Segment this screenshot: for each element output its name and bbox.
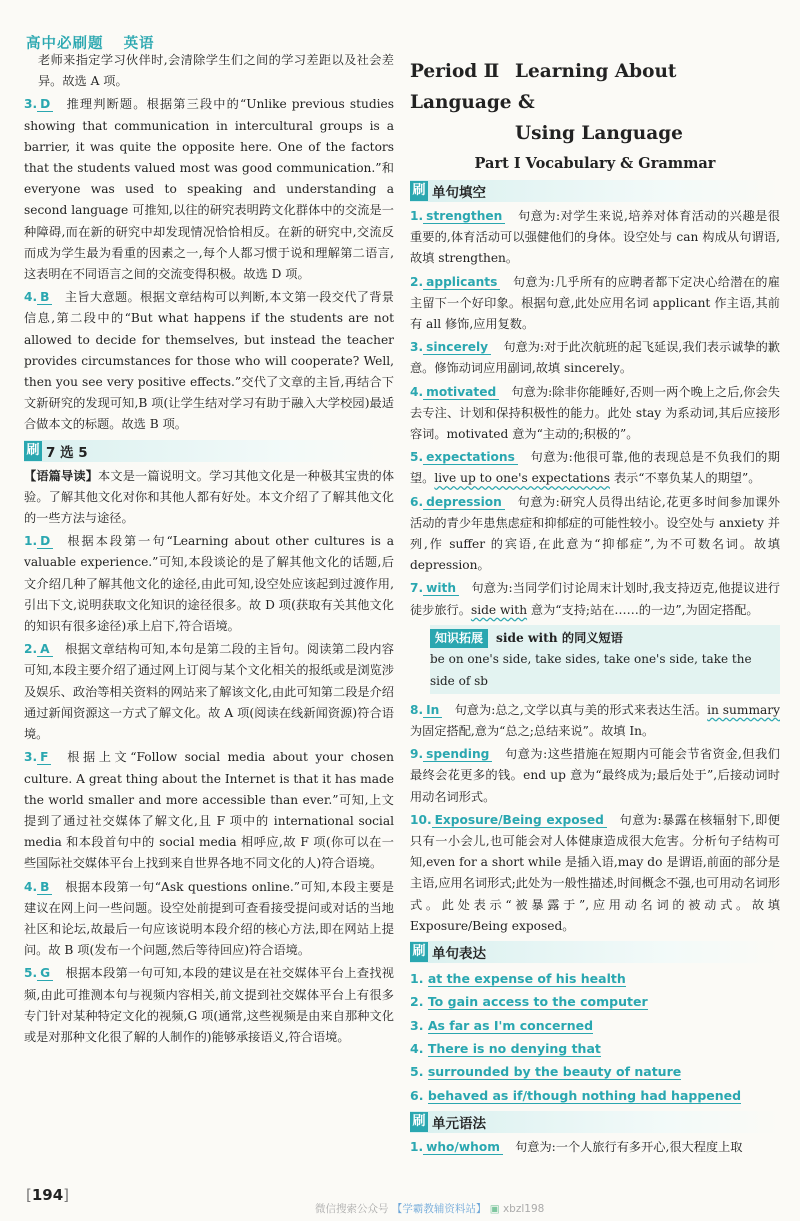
- answer-item: [410, 578, 780, 620]
- answer-key: Exposure/Being exposed: [432, 813, 607, 828]
- explanation-text: 句意为:他很可靠,他的表现总是不负我们的期望。: [410, 450, 780, 486]
- explanation-text: 根据上文“Follow social media about your chosen culture. A great thing about the Internet is that it has made the world smaller and more accessible than ever.”可知,上文提到了通过社交媒体了解文化,且 F 项中的 international social media 和本段首句中的 social media 相呼应,故 F 项(你可以在一些国际社交媒体平台上找到来自世界各地不同文化的人)符合语境。: [24, 750, 394, 871]
- highlighted-phrase: live up to one's expectations: [434, 471, 610, 486]
- footer-wechat: 微信搜索公众号: [315, 1203, 389, 1215]
- answer-key: D: [37, 97, 53, 112]
- extension-tag: 知识拓展: [430, 629, 488, 648]
- answer-item: [410, 382, 780, 446]
- footer-account: 【学霸教辅资料站】: [391, 1203, 487, 1215]
- answer-key: at the expense of his health: [427, 971, 626, 987]
- answer-item: [410, 492, 780, 577]
- item-number: 5.: [410, 450, 424, 465]
- answer-item: [410, 744, 780, 808]
- answer-line: [410, 1014, 780, 1037]
- explanation-text: 意为“支持;站在……的一边”,为固定搭配。: [527, 602, 759, 617]
- knowledge-extension-box: [430, 625, 780, 694]
- section-header-grammar: [410, 1111, 780, 1133]
- answer-key: In: [423, 703, 442, 718]
- book-title: 高中必刷题: [26, 36, 104, 52]
- item-number: 4.: [24, 879, 38, 894]
- fill-answer-list: [410, 206, 780, 621]
- answer-line: [410, 1060, 780, 1083]
- continued-answer: 老师来指定学习伙伴时,会清除学生们之间的学习差距以及社会差异。故选 A 项。: [38, 53, 394, 89]
- answer-key: G: [37, 966, 53, 981]
- answer-item: [24, 639, 394, 745]
- period-title: [410, 56, 780, 149]
- explanation-text: 句意为:几乎所有的应聘者都下定决心给潜在的雇主留下一个好印象。根据句意,此处应用名词 applicant 作主语,其前有 all 修饰,应用复数。: [410, 274, 780, 332]
- explanation-text: 句意为:总之,文学以真与美的形式来表达生活。: [454, 702, 708, 717]
- left-column: [24, 50, 394, 1050]
- explanation-text: 句意为:对学生来说,培养对体育活动的兴趣是很重要的,体育活动可以强健他们的身体。设空处与 can 构成从句谓语,故填 strengthen。: [410, 209, 780, 266]
- explanation-text: 句意为:一个人旅行有多开心,很大程度上取: [515, 1139, 743, 1154]
- item-number: 1.: [410, 1139, 424, 1154]
- period-title-line1: Learning About Language &: [410, 61, 677, 113]
- explanation-text: 根据本段第一句“Learning about other cultures is a valuable experience.”可知,本段谈论的是了解其他文化的话题,后文介绍几种了解其他文化的途径,由此可知,设空处应该起到过渡作用,引出下文,说明获取文化知识的途径很多。故 D 项(获取有关其他文化的知识有很多途径)承上启下,符合语境。: [24, 534, 394, 634]
- answer-item: [24, 94, 394, 285]
- guide-text: 本文是一篇说明文。学习其他文化是一种极其宝贵的体验。了解其他文化对你和其他人都有好处。本文介绍了了解其他文化的一些方法与途径。: [24, 468, 395, 526]
- item-number: 6.: [410, 1087, 424, 1103]
- answer-line: [410, 1037, 780, 1060]
- extension-body: be on one's side, take sides, take one's side, take the side of sb: [430, 651, 752, 688]
- section-header-expression: [410, 941, 780, 963]
- right-column: [410, 50, 780, 1160]
- answer-item: [410, 447, 780, 489]
- section-title: 单句填空: [432, 185, 486, 201]
- explanation-text: 为固定搭配,意为“总之;总结来说”。故填 In。: [410, 724, 655, 739]
- footer-id: xbzl198: [502, 1203, 545, 1215]
- item-number: 1.: [410, 209, 424, 223]
- answer-item: [24, 877, 394, 962]
- section-header-fill: [410, 180, 780, 202]
- answer-key: who/whom: [423, 1140, 503, 1155]
- answer-item: [24, 747, 394, 874]
- grammar-answer-list: [410, 1137, 780, 1158]
- item-number: 7.: [410, 581, 424, 596]
- highlighted-phrase: in summary: [707, 702, 780, 717]
- period-title-line2: Using Language: [515, 123, 683, 144]
- answer-key: D: [37, 534, 53, 549]
- item-number: 3.: [24, 97, 38, 112]
- section-badge: 刷: [410, 1112, 428, 1132]
- answer-item: [410, 272, 780, 336]
- answer-line: [410, 990, 780, 1013]
- answer-key: spending: [423, 747, 492, 762]
- answer-item: [410, 700, 780, 742]
- answer-line: [410, 967, 780, 990]
- item-number: 8.: [410, 702, 424, 717]
- period-number: Period Ⅱ: [410, 61, 500, 82]
- answer-item: [410, 1137, 780, 1158]
- answer-item: [24, 963, 394, 1048]
- page-number-value: 194: [31, 1186, 64, 1204]
- section-badge: 刷: [410, 181, 428, 201]
- explanation-text: 推理判断题。根据第三段中的“Unlike previous studies showing that communication in intercultural groups is a barrier, it was quite the opposite here. One of the factors that the students valued most was good communication.”和 everyone was used to speaking and understanding a second language 可推知,以往的研究表明跨文化群体中的交流是一种障碍,而在新的研究中却发现情况恰恰相反。在新的研究中,交流反而成为学生最为看重的因素之一,每个人都习惯于说和理解第二语言,这表明在不同语言之间的交流变得积极。故选 D 项。: [24, 97, 394, 282]
- answer-key: B: [37, 290, 52, 305]
- answer-key: There is no denying that: [427, 1040, 601, 1056]
- explanation-text: 句意为:对于此次航班的起飞延误,我们表示诚挚的歉意。修饰动词应用副词,故填 sincerely。: [410, 340, 780, 376]
- item-number: 5.: [24, 966, 38, 981]
- answer-item: [410, 206, 780, 270]
- item-number: 4.: [410, 1040, 424, 1056]
- footer-watermark: [315, 1201, 544, 1216]
- answer-key: A: [37, 642, 52, 657]
- answer-key: F: [37, 750, 51, 765]
- item-number: 2.: [24, 642, 38, 657]
- item-number: 5.: [410, 1064, 424, 1080]
- subject-title: 英语: [123, 36, 155, 52]
- explanation-text: 句意为:当同学们讨论周末计划时,我支持迈克,他提议进行徒步旅行。: [410, 581, 780, 617]
- item-number: 9.: [410, 747, 424, 762]
- wechat-icon: ▣: [489, 1203, 500, 1215]
- answer-key: To gain access to the computer: [427, 994, 648, 1010]
- expression-answer-list: [410, 967, 780, 1107]
- page-number: [194]: [26, 1186, 70, 1204]
- item-number: 2.: [410, 274, 424, 289]
- item-number: 1.: [410, 971, 424, 987]
- item-number: 2.: [410, 994, 424, 1010]
- item-number: 4.: [24, 290, 38, 305]
- explanation-text: 根据本段第一句可知,本段的建议是在社交媒体平台上查找视频,由此可推测本句与视频内容相关,前文提到社交媒体平台上有很多专门针对某种特定文化的视频,G 项(通常,这些视频是由来自那种文化或是对那种文化很了解的人制作的)能够承接语义,符合语境。: [24, 966, 394, 1044]
- section-title: 单句表达: [432, 946, 486, 963]
- item-number: 3.: [410, 1017, 424, 1033]
- item-number: 4.: [410, 384, 424, 399]
- explanation-text: 根据本段第一句“Ask questions online.”可知,本段主要是建议在网上问一些问题。设空处前提到可查看接受提问或对话的当地社区和论坛,故最后一句应该说明本段介绍的核心方法,即在网站上提问。故 B 项(发布一个问题,然后等待回应)符合语境。: [24, 879, 394, 958]
- explanation-text: 表示“不辜负某人的期望”。: [609, 471, 761, 486]
- fill-answer-list-2: [410, 700, 780, 937]
- explanation-text: 根据文章结构可知,本句是第二段的主旨句。阅读第二段内容可知,本段主要介绍了通过网上订阅与某个文化相关的报纸或是浏览涉及娱乐、政治等相关资料的网站来了解该文化,由此可知第二段是介绍通过新闻资源这一方式了解文化。故 A 项(阅读在线新闻资源)符合语境。: [24, 642, 394, 742]
- item-number: 3.: [24, 750, 38, 765]
- item-number: 10.: [410, 812, 432, 827]
- answer-item: [24, 531, 394, 637]
- answer-list-reading: [24, 94, 394, 435]
- extension-title: side with 的同义短语: [496, 630, 623, 645]
- item-number: 6.: [410, 494, 424, 509]
- answer-key: strengthen: [423, 209, 505, 224]
- answer-key: surrounded by the beauty of nature: [427, 1064, 682, 1080]
- answer-item: [410, 810, 780, 937]
- explanation-text: 句意为:这些措施在短期内可能会节省资金,但我们最终会花更多的钱。end up 意为“最终成为;最后处于”,后接动词时用动名词形式。: [410, 747, 780, 804]
- answer-item: [24, 287, 394, 435]
- section-title: 7 选 5: [46, 444, 88, 461]
- item-number: 1.: [24, 534, 38, 549]
- answer-key: behaved as if/though nothing had happened: [427, 1087, 742, 1103]
- section-header-qixuan: [24, 440, 394, 462]
- section-title: 单元语法: [432, 1115, 486, 1132]
- explanation-text: 句意为:暴露在核辐射下,即便只有一小会儿,也可能会对人体健康造成很大危害。分析句子结构可知,even for a short while 是插入语,may do 是谓语,前面的部分是主语,应用名词形式;此处为一般性描述,时间概念不强,也可用动名词形式。此处表示“被暴露于”,应用动名词的被动式。故填 Exposure/Being exposed。: [410, 812, 780, 933]
- answer-item: [410, 337, 780, 379]
- explanation-text: 句意为:除非你能睡好,否则一两个晚上之后,你会失去专注、计划和保持积极性的能力。此处 stay 为系动词,其后应接形容词。motivated 意为“主动的;积极的”。: [410, 384, 780, 442]
- passage-guide: [24, 466, 394, 530]
- section-badge: 刷: [410, 942, 428, 962]
- answer-key: motivated: [423, 385, 499, 400]
- answer-key: applicants: [423, 275, 500, 290]
- answer-key: expectations: [423, 450, 518, 465]
- section-badge: 刷: [24, 441, 42, 461]
- answer-line: [410, 1084, 780, 1107]
- answer-key: sincerely: [423, 340, 491, 355]
- explanation-text: 句意为:研究人员得出结论,花更多时间参加课外活动的青少年患焦虑症和抑郁症的可能性较小。设空处与 anxiety 并列,作 suffer 的宾语,在此意为“抑郁症”,为不可数名词。故填 depression。: [410, 494, 780, 573]
- answer-list-qixuan: [24, 531, 394, 1048]
- explanation-text: 主旨大意题。根据文章结构可以判断,本文第一段交代了背景信息,第二段中的“But what happens if the students are not allowed to decide for themselves, but instead the teacher provides circumstances for those who will cooperate? Well, then you see very positive effects.”交代了文章的主旨,再结合下文新研究的发现可知,B 项(让学生结对学习有助于融入大学校园)最适合做本文的标题。故选 B 项。: [24, 290, 394, 432]
- answer-key: with: [423, 581, 459, 596]
- item-number: 3.: [410, 340, 424, 355]
- answer-key: B: [37, 880, 52, 895]
- highlighted-phrase: side with: [470, 602, 528, 617]
- answer-key: depression: [423, 495, 505, 510]
- part-title: Part Ⅰ Vocabulary & Grammar: [474, 155, 716, 172]
- answer-key: As far as I'm concerned: [427, 1017, 594, 1033]
- guide-label: 【语篇导读】: [24, 468, 99, 483]
